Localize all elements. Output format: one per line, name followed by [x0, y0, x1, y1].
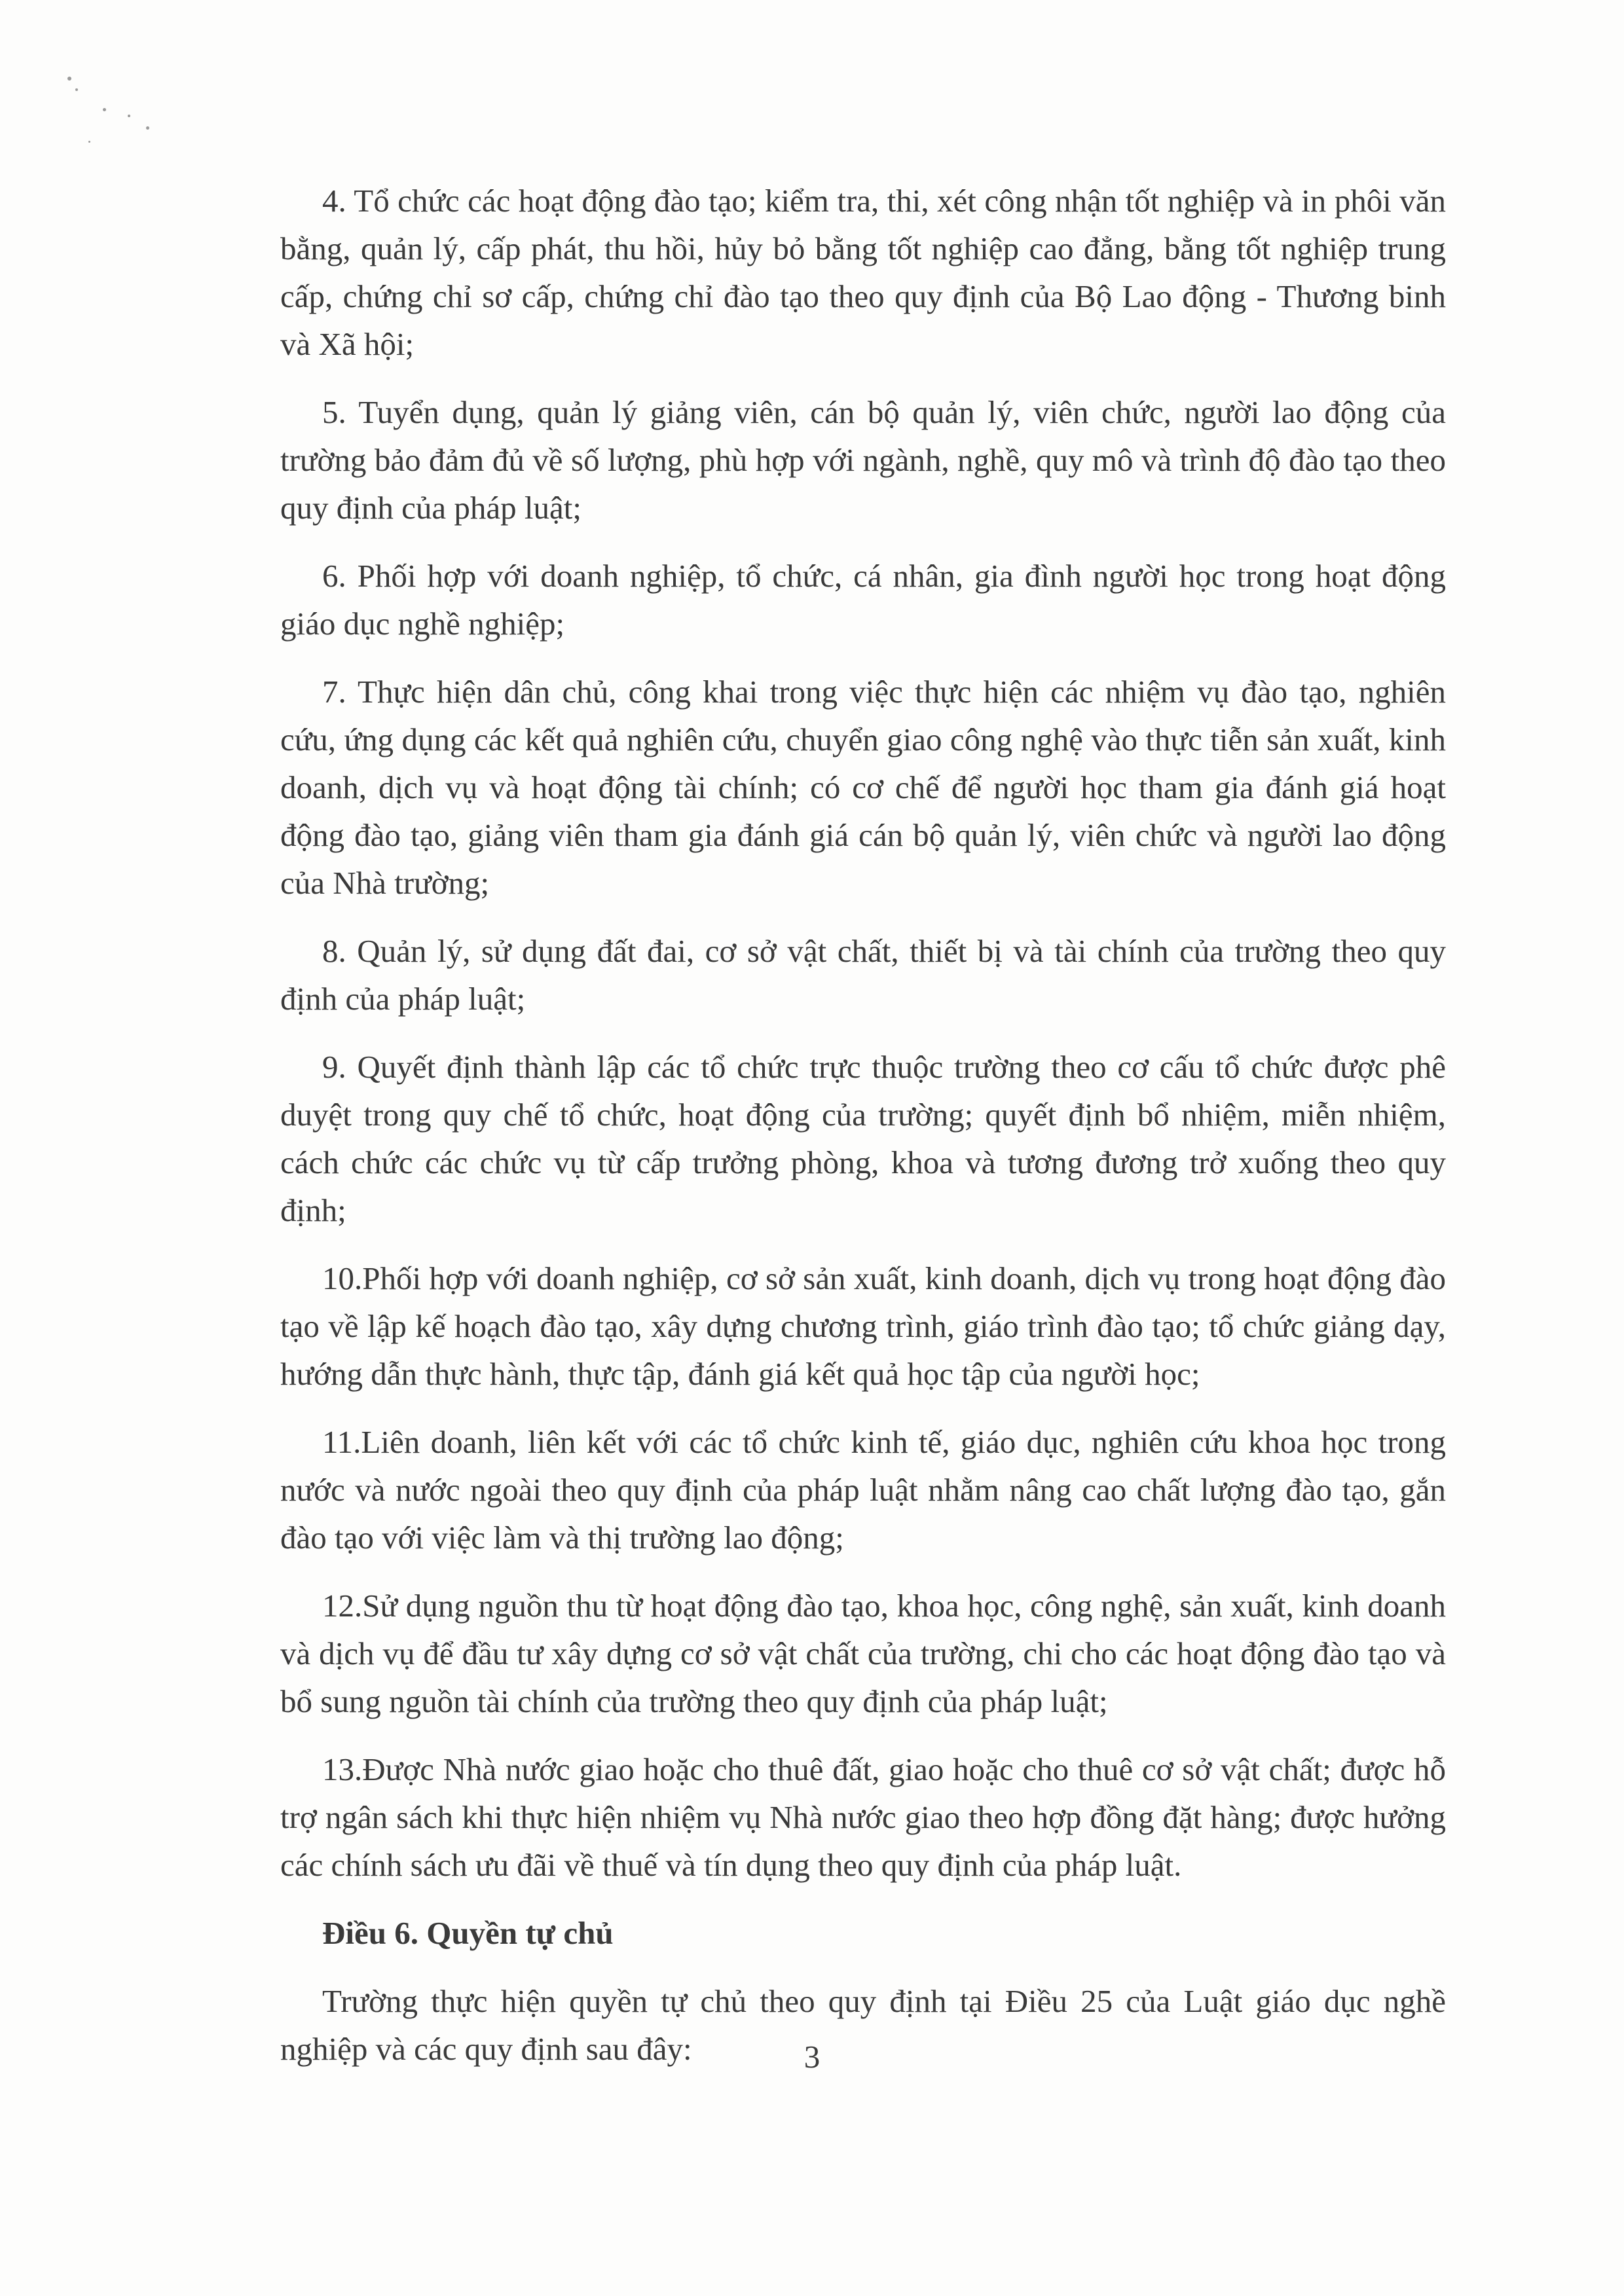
scan-speck	[103, 108, 106, 111]
page-number: 3	[803, 2039, 821, 2075]
paragraph-item-7: 7. Thực hiện dân chủ, công khai trong việc thực hiện các nhiệm vụ đào tạo, nghiên cứu, ứng dụng các kết quả nghiên cứu, chuyển giao công nghệ vào thực tiễn sản xuất, kinh doanh, dịch vụ và hoạt động tài chính; có cơ chế để người học tham gia đánh giá hoạt động đào tạo, giảng viên tham gia đánh giá cán bộ quản lý, viên chức và người lao động của Nhà trường;	[280, 674, 1446, 901]
paragraph-item-4: 4. Tổ chức các hoạt động đào tạo; kiểm tra, thi, xét công nhận tốt nghiệp và in phôi văn bằng, quản lý, cấp phát, thu hồi, hủy bỏ bằng tốt nghiệp cao đẳng, bằng tốt nghiệp trung cấp, chứng chỉ sơ cấp, chứng chỉ đào tạo theo quy định của Bộ Lao động - Thương binh và Xã hội;	[280, 183, 1446, 362]
paragraph-item-5: 5. Tuyển dụng, quản lý giảng viên, cán bộ quản lý, viên chức, người lao động của trường bảo đảm đủ về số lượng, phù hợp với ngành, nghề, quy mô và trình độ đào tạo theo quy định của pháp luật;	[280, 394, 1446, 526]
article-heading: Điều 6. Quyền tự chủ	[322, 1915, 614, 1951]
scan-speck	[88, 141, 90, 143]
paragraph-item-13: 13.Được Nhà nước giao hoặc cho thuê đất, giao hoặc cho thuê cơ sở vật chất; được hỗ trợ ngân sách khi thực hiện nhiệm vụ Nhà nước giao theo hợp đồng đặt hàng; được hưởng các chính sách ưu đãi về thuế và tín dụng theo quy định của pháp luật.	[280, 1751, 1446, 1883]
scan-speck	[128, 115, 130, 117]
paragraph-item-8: 8. Quản lý, sử dụng đất đai, cơ sở vật chất, thiết bị và tài chính của trường theo quy định của pháp luật;	[280, 933, 1446, 1017]
paragraph-item-11: 11.Liên doanh, liên kết với các tổ chức kinh tế, giáo dục, nghiên cứu khoa học trong nước và nước ngoài theo quy định của pháp luật nhằm nâng cao chất lượng đào tạo, gắn đào tạo với việc làm và thị trường lao động;	[280, 1424, 1446, 1556]
scan-speck	[146, 126, 149, 130]
scan-speck	[75, 88, 78, 91]
paragraph-item-12: 12.Sử dụng nguồn thu từ hoạt động đào tạo, khoa học, công nghệ, sản xuất, kinh doanh và dịch vụ để đầu tư xây dựng cơ sở vật chất của trường, chi cho các hoạt động đào tạo và bổ sung nguồn tài chính của trường theo quy định của pháp luật;	[280, 1588, 1446, 1719]
scan-speck	[67, 77, 71, 81]
scan-specks	[62, 62, 167, 154]
paragraph-item-6: 6. Phối hợp với doanh nghiệp, tổ chức, cá nhân, gia đình người học trong hoạt động giáo dục nghề nghiệp;	[280, 558, 1446, 642]
paragraph-item-9: 9. Quyết định thành lập các tổ chức trực thuộc trường theo cơ cấu tổ chức được phê duyệt trong quy chế tổ chức, hoạt động của trường; quyết định bổ nhiệm, miễn nhiệm, cách chức các chức vụ từ cấp trưởng phòng, khoa và tương đương trở xuống theo quy định;	[280, 1049, 1446, 1228]
paragraph-item-10: 10.Phối hợp với doanh nghiệp, cơ sở sản xuất, kinh doanh, dịch vụ trong hoạt động đào tạo về lập kế hoạch đào tạo, xây dựng chương trình, giáo trình đào tạo; tổ chức giảng dạy, hướng dẫn thực hành, thực tập, đánh giá kết quả học tập của người học;	[280, 1260, 1446, 1392]
closing-paragraph: Trường thực hiện quyền tự chủ theo quy định tại Điều 25 của Luật giáo dục nghề nghiệp và các quy định sau đây:	[280, 1983, 1446, 2067]
document-body	[280, 177, 1446, 2093]
